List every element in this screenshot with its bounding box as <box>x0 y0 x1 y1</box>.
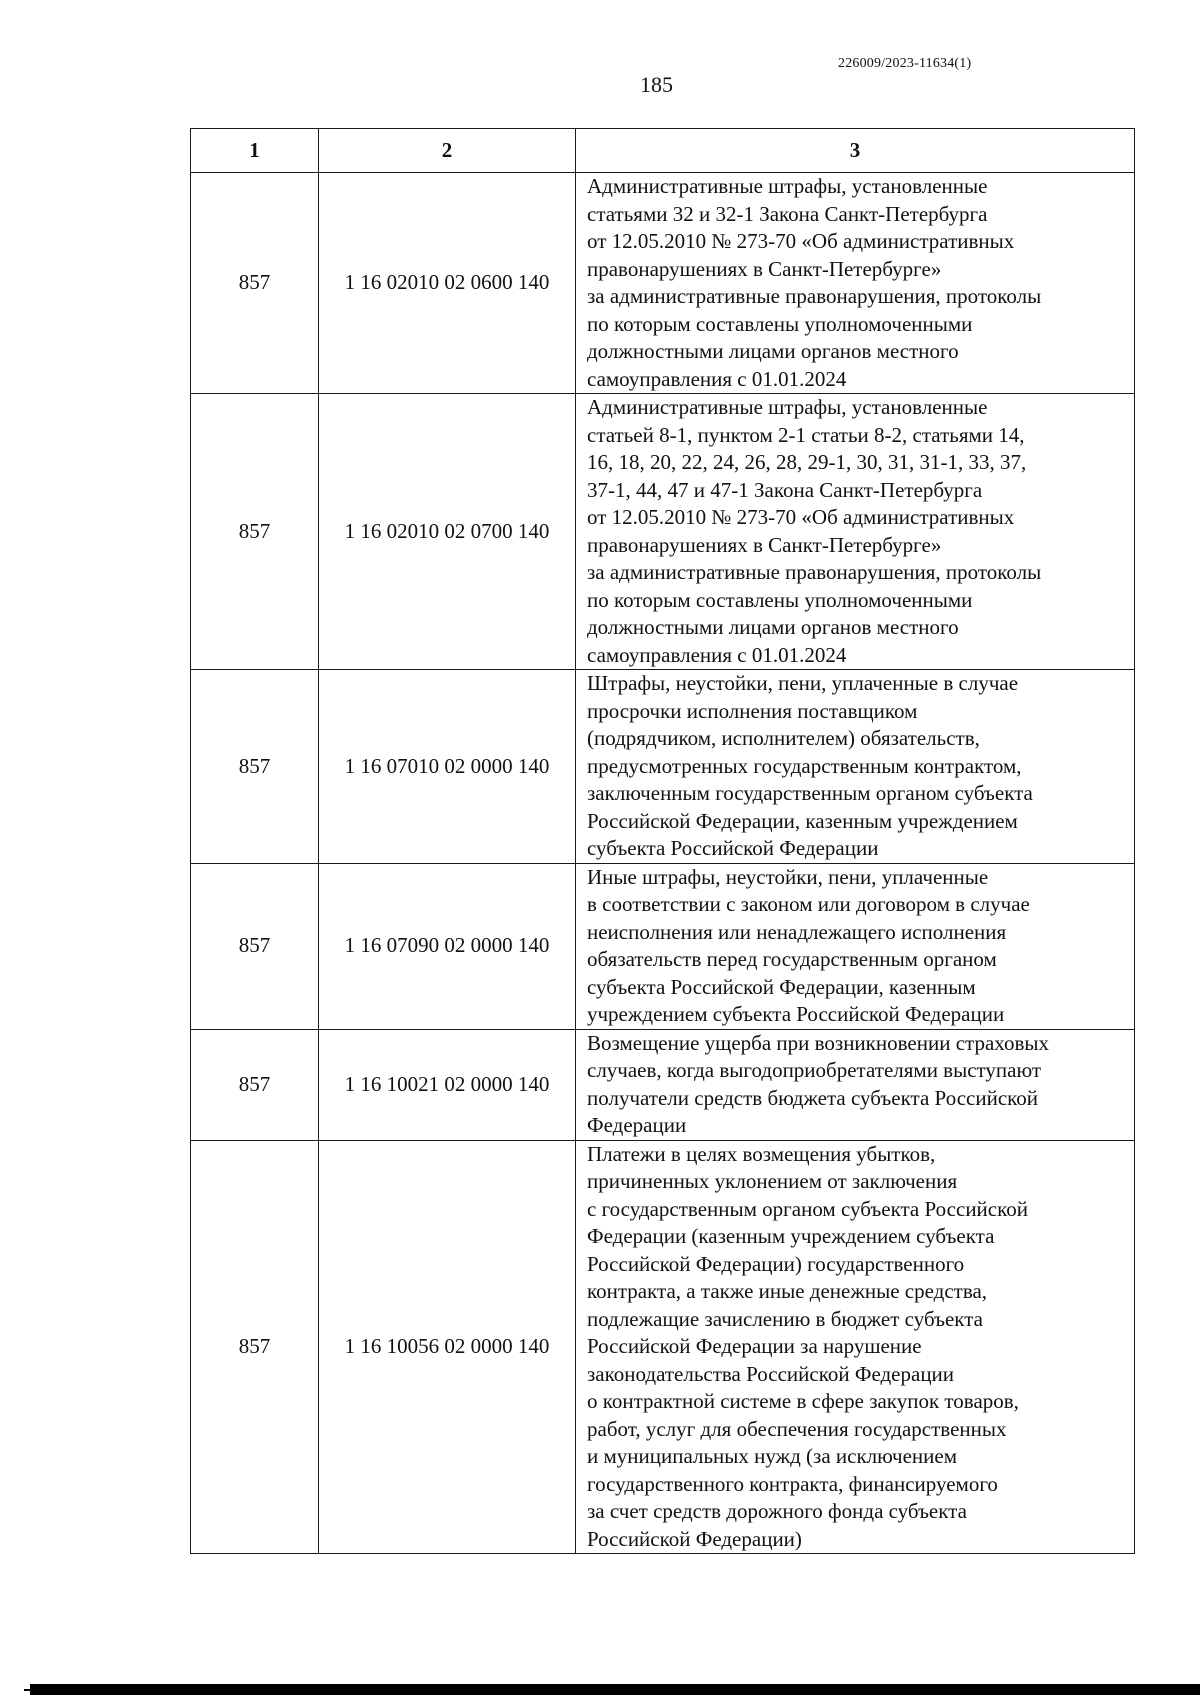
description-line: должностными лицами органов местного <box>587 339 959 363</box>
description-line: Федерации <box>587 1113 687 1137</box>
description-line: Российской Федерации) государственного <box>587 1251 965 1276</box>
description-line: Штрафы, неустойки, пени, уплаченные в случае <box>587 671 1019 695</box>
description-line: самоуправления с 01.01.2024 <box>587 366 847 391</box>
revenue-description-cell <box>576 863 1135 1029</box>
revenue-codes-table <box>190 128 1135 1554</box>
description-line: Административные штрафы, установленные <box>587 395 988 419</box>
description-line: получатели средств бюджета субъекта Российской <box>587 1085 1039 1110</box>
description-line: по которым составлены уполномоченными <box>587 587 973 612</box>
column-header-3: 3 <box>576 129 1135 173</box>
table-row <box>191 1029 1135 1140</box>
description-line: за административные правонарушения, протоколы <box>587 284 1042 308</box>
revenue-description-cell <box>576 394 1135 670</box>
table-row <box>191 1140 1135 1554</box>
table-body <box>191 173 1135 1554</box>
description-line: должностными лицами органов местного <box>587 615 959 639</box>
description-line: статьей 8-1, пунктом 2-1 статьи 8-2, статьями 14, <box>587 422 1025 447</box>
administrator-code-cell: 857 <box>191 173 319 394</box>
description-line: Федерации (казенным учреждением субъекта <box>587 1224 995 1248</box>
administrator-code-cell: 857 <box>191 1140 319 1554</box>
description-line: неисполнения или ненадлежащего исполнения <box>587 919 1007 944</box>
description-line: самоуправления с 01.01.2024 <box>587 642 847 667</box>
description-line: Российской Федерации) <box>587 1526 802 1551</box>
description-line: правонарушениях в Санкт-Петербурге» <box>587 532 942 557</box>
administrator-code-cell: 857 <box>191 863 319 1029</box>
administrator-code-cell: 857 <box>191 670 319 864</box>
description-line: случаев, когда выгодоприобретателями выступают <box>587 1058 1042 1082</box>
table-row <box>191 863 1135 1029</box>
description-line: в соответствии с законом или договором в случае <box>587 892 1030 916</box>
budget-classification-code-cell: 1 16 10056 02 0000 140 <box>319 1140 576 1554</box>
description-line: просрочки исполнения поставщиком <box>587 698 918 723</box>
column-header-1: 1 <box>191 129 319 173</box>
description-line: обязательств перед государственным органом <box>587 947 997 971</box>
description-line: 37-1, 44, 47 и 47-1 Закона Санкт-Петербурга <box>587 477 983 502</box>
description-line: правонарушениях в Санкт-Петербурге» <box>587 256 942 281</box>
description-line: Платежи в целях возмещения убытков, <box>587 1141 936 1166</box>
description-line: от 12.05.2010 № 273-70 «Об административных <box>587 229 1015 253</box>
administrator-code-cell: 857 <box>191 394 319 670</box>
description-line: за счет средств дорожного фонда субъекта <box>587 1499 967 1523</box>
description-line: 16, 18, 20, 22, 24, 26, 28, 29-1, 30, 31, 31-1, 33, 37, <box>587 450 1027 474</box>
description-line: контракта, а также иные денежные средства, <box>587 1279 988 1303</box>
description-line: Возмещение ущерба при возникновении страховых <box>587 1030 1049 1055</box>
description-line: от 12.05.2010 № 273-70 «Об административных <box>587 505 1015 529</box>
description-line: подлежащие зачислению в бюджет субъекта <box>587 1306 983 1331</box>
revenue-description-cell <box>576 173 1135 394</box>
revenue-description-cell <box>576 670 1135 864</box>
description-line: по которым составлены уполномоченными <box>587 311 973 336</box>
description-line: предусмотренных государственным контрактом, <box>587 753 1022 778</box>
table-row <box>191 173 1135 394</box>
description-line: с государственным органом субъекта Российской <box>587 1196 1028 1221</box>
description-line: работ, услуг для обеспечения государственных <box>587 1416 1007 1441</box>
description-line: причиненных уклонением от заключения <box>587 1169 958 1193</box>
column-header-2: 2 <box>319 129 576 173</box>
scan-bottom-edge <box>30 1684 1200 1695</box>
description-line: о контрактной системе в сфере закупок товаров, <box>587 1389 1019 1413</box>
table-row <box>191 394 1135 670</box>
description-line: Административные штрафы, установленные <box>587 174 988 198</box>
administrator-code-cell: 857 <box>191 1029 319 1140</box>
table-header-row <box>191 129 1135 173</box>
description-line: субъекта Российской Федерации, казенным <box>587 974 976 999</box>
page-number: 185 <box>640 72 673 97</box>
table-row <box>191 670 1135 864</box>
description-line: учреждением субъекта Российской Федерации <box>587 1002 1005 1026</box>
scan-bottom-edge-thin <box>24 1689 44 1691</box>
description-line: статьями 32 и 32-1 Закона Санкт-Петербурга <box>587 201 988 226</box>
budget-classification-code-cell: 1 16 10021 02 0000 140 <box>319 1029 576 1140</box>
budget-classification-code-cell: 1 16 07090 02 0000 140 <box>319 863 576 1029</box>
description-line: Иные штрафы, неустойки, пени, уплаченные <box>587 864 989 889</box>
budget-classification-code-cell: 1 16 07010 02 0000 140 <box>319 670 576 864</box>
description-line: за административные правонарушения, протоколы <box>587 560 1042 584</box>
description-line: заключенным государственным органом субъекта <box>587 781 1033 805</box>
revenue-description-cell <box>576 1140 1135 1554</box>
budget-classification-code-cell: 1 16 02010 02 0600 140 <box>319 173 576 394</box>
description-line: (подрядчиком, исполнителем) обязательств, <box>587 726 980 750</box>
description-line: и муниципальных нужд (за исключением <box>587 1444 957 1468</box>
description-line: субъекта Российской Федерации <box>587 836 879 860</box>
budget-classification-code-cell: 1 16 02010 02 0700 140 <box>319 394 576 670</box>
revenue-description-cell <box>576 1029 1135 1140</box>
description-line: Российской Федерации за нарушение <box>587 1334 922 1358</box>
document-id: 226009/2023-11634(1) <box>838 56 972 71</box>
description-line: Российской Федерации, казенным учреждением <box>587 808 1018 833</box>
description-line: законодательства Российской Федерации <box>587 1361 955 1386</box>
description-line: государственного контракта, финансируемого <box>587 1471 998 1496</box>
